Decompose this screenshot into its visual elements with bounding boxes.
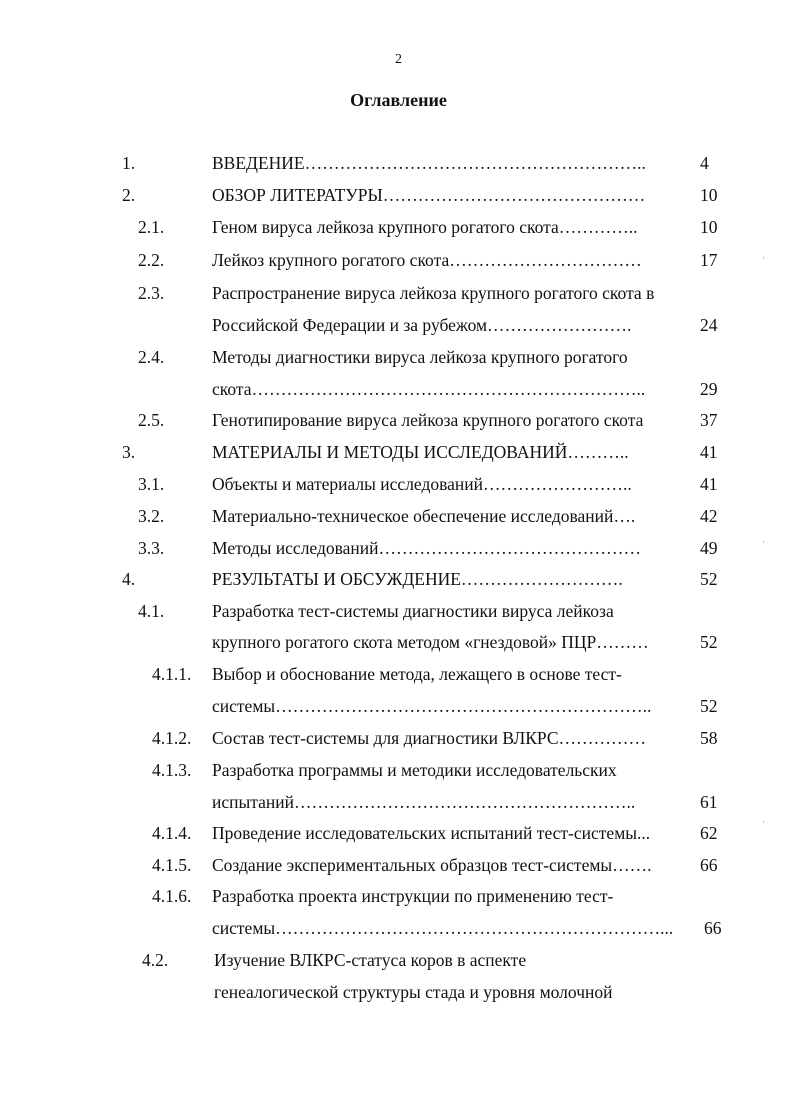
- toc-entry-title: Разработка программы и методики исследовательских: [212, 760, 617, 780]
- toc-entry-number: 4.1.3.: [152, 760, 192, 780]
- toc-entry-title: Создание экспериментальных образцов тест-системы…….: [212, 855, 652, 875]
- toc-entry-page: 10: [700, 217, 718, 237]
- toc-entry-page: 4: [700, 153, 709, 173]
- toc-entry-page: 52: [700, 696, 718, 716]
- toc-entry-title: Лейкоз крупного рогатого скота……………………………: [212, 250, 642, 270]
- toc-entry-title: МАТЕРИАЛЫ И МЕТОДЫ ИССЛЕДОВАНИЙ………..: [212, 442, 629, 462]
- toc-entry-number: 2.4.: [138, 347, 165, 367]
- toc-entry-title-cont: испытаний…………………………………………………..: [212, 792, 636, 812]
- toc-entry-number: 4.1.2.: [152, 728, 192, 748]
- toc-entry-title: Разработка тест-системы диагностики вируса лейкоза: [212, 601, 614, 621]
- scan-speck: ˈ: [762, 256, 766, 267]
- toc-entry-number: 3.1.: [138, 474, 165, 494]
- scan-speck: ˈ: [762, 540, 766, 551]
- toc-entry-number: 2.: [122, 185, 136, 205]
- toc-entry-page: 10: [700, 185, 718, 205]
- toc-entry-title: Распространение вируса лейкоза крупного рогатого скота в: [212, 283, 655, 303]
- toc-entry-title-cont: скота…………………………………………………………..: [212, 379, 646, 399]
- toc-entry-title: Состав тест-системы для диагностики ВЛКРС……………: [212, 728, 647, 748]
- toc-entry-title-cont: системы………………………………………………………..: [212, 696, 652, 716]
- toc-entry-page: 52: [700, 569, 718, 589]
- toc-entry-title-cont: Российской Федерации и за рубежом…………………….: [212, 315, 632, 335]
- toc-entry-page: 66: [700, 855, 718, 875]
- toc-entry-page: 17: [700, 250, 718, 270]
- toc-entry-page: 62: [700, 823, 718, 843]
- toc-entry-number: 4.1.5.: [152, 855, 192, 875]
- toc-entry-title: Методы диагностики вируса лейкоза крупного рогатого: [212, 347, 628, 367]
- toc-entry-page: 52: [700, 632, 718, 652]
- toc-entry-page: 49: [700, 538, 718, 558]
- toc-entry-number: 4.1.6.: [152, 886, 192, 906]
- scan-speck: ˈ: [762, 820, 766, 831]
- toc-entry-number: 2.3.: [138, 283, 165, 303]
- toc-entry-title: РЕЗУЛЬТАТЫ И ОБСУЖДЕНИЕ……………………….: [212, 569, 623, 589]
- toc-entry-number: 2.5.: [138, 410, 165, 430]
- toc-entry-title: Изучение ВЛКРС-статуса коров в аспекте: [214, 950, 527, 970]
- toc-entry-number: 3.3.: [138, 538, 165, 558]
- toc-entry-title: Объекты и материалы исследований……………………..: [212, 474, 632, 494]
- page-title: Оглавление: [350, 90, 447, 110]
- toc-entry-page: 58: [700, 728, 718, 748]
- toc-entry-title: Материально-техническое обеспечение исследований….: [212, 506, 636, 526]
- toc-entry-number: 4.1.4.: [152, 823, 192, 843]
- toc-entry-page: 29: [700, 379, 718, 399]
- toc-entry-number: 2.2.: [138, 250, 165, 270]
- toc-entry-title: Генотипирование вируса лейкоза крупного рогатого скота: [212, 410, 644, 430]
- toc-entry-title-cont: крупного рогатого скота методом «гнездовой» ПЦР………: [212, 632, 649, 652]
- toc-entry-page: 66: [704, 918, 722, 938]
- toc-entry-page: 37: [700, 410, 718, 430]
- toc-entry-page: 24: [700, 315, 718, 335]
- toc-entry-title: Геном вируса лейкоза крупного рогатого скота…………..: [212, 217, 638, 237]
- toc-entry-title: Разработка проекта инструкции по применению тест-: [212, 886, 614, 906]
- toc-entry-title: Методы исследований………………………………………: [212, 538, 642, 558]
- toc-entry-page: 41: [700, 442, 718, 462]
- toc-entry-page: 42: [700, 506, 718, 526]
- toc-entry-number: 3.: [122, 442, 136, 462]
- toc-entry-title-cont: системы…………………………………………………………...: [212, 918, 674, 938]
- toc-entry-number: 3.2.: [138, 506, 165, 526]
- toc-entry-title: ОБЗОР ЛИТЕРАТУРЫ………………………………………: [212, 185, 646, 205]
- toc-entry-title: ВВЕДЕНИЕ…………………………………………………..: [212, 153, 646, 173]
- toc-entry-number: 2.1.: [138, 217, 165, 237]
- toc-entry-title: Проведение исследовательских испытаний тест-системы...: [212, 823, 651, 843]
- toc-entry-number: 4.2.: [142, 950, 169, 970]
- toc-entry-title-cont: генеалогической структуры стада и уровня молочной: [214, 982, 613, 1002]
- toc-entry-number: 4.1.1.: [152, 664, 192, 684]
- page-number: 2: [395, 52, 402, 67]
- toc-entry-page: 61: [700, 792, 718, 812]
- toc-entry-title: Выбор и обоснование метода, лежащего в основе тест-: [212, 664, 622, 684]
- toc-entry-number: 1.: [122, 153, 136, 173]
- toc-entry-number: 4.: [122, 569, 136, 589]
- toc-entry-number: 4.1.: [138, 601, 165, 621]
- toc-entry-page: 41: [700, 474, 718, 494]
